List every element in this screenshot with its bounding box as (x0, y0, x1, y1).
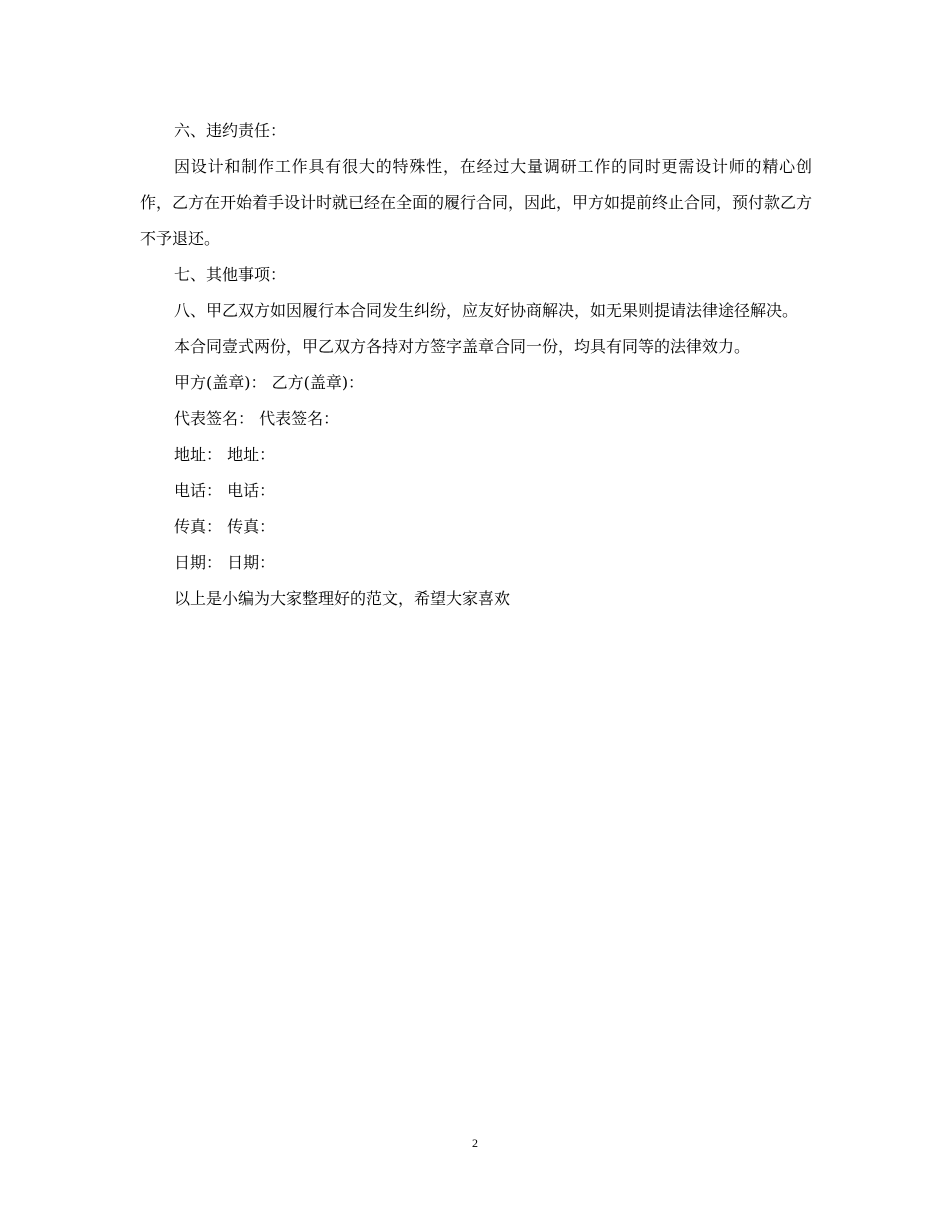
address-line: 地址： 地址： (174, 445, 276, 464)
date-line: 日期： 日期： (174, 553, 276, 572)
page-number: 2 (472, 1136, 478, 1150)
phone-line: 电话： 电话： (174, 481, 276, 500)
document-body (140, 113, 812, 617)
copies-clause-text: 本合同壹式两份，甲乙双方各持对方签字盖章合同一份，均具有同等的法律效力。 (174, 337, 751, 356)
fax-line: 传真： 传真： (174, 517, 276, 536)
section-heading-breach-liability: 六、违约责任： (174, 121, 287, 140)
breach-liability-text: 因设计和制作工作具有很大的特殊性，在经过大量调研工作的同时更需设计师的精心创作，乙方在开始着手设计时就已经在全面的履行合同，因此，甲方如提前终止合同，预付款乙方不予退还。 (140, 157, 813, 248)
closing-note: 以上是小编为大家整理好的范文，希望大家喜欢 (174, 589, 511, 608)
section-heading-other-matters: 七、其他事项： (174, 265, 287, 284)
representative-signature-line: 代表签名： 代表签名： (174, 409, 340, 428)
dispute-resolution-text: 八、甲乙双方如因履行本合同发生纠纷，应友好协商解决，如无果则提请法律途径解决。 (174, 301, 799, 320)
signature-seal-line: 甲方(盖章)： 乙方(盖章)： (174, 373, 365, 392)
